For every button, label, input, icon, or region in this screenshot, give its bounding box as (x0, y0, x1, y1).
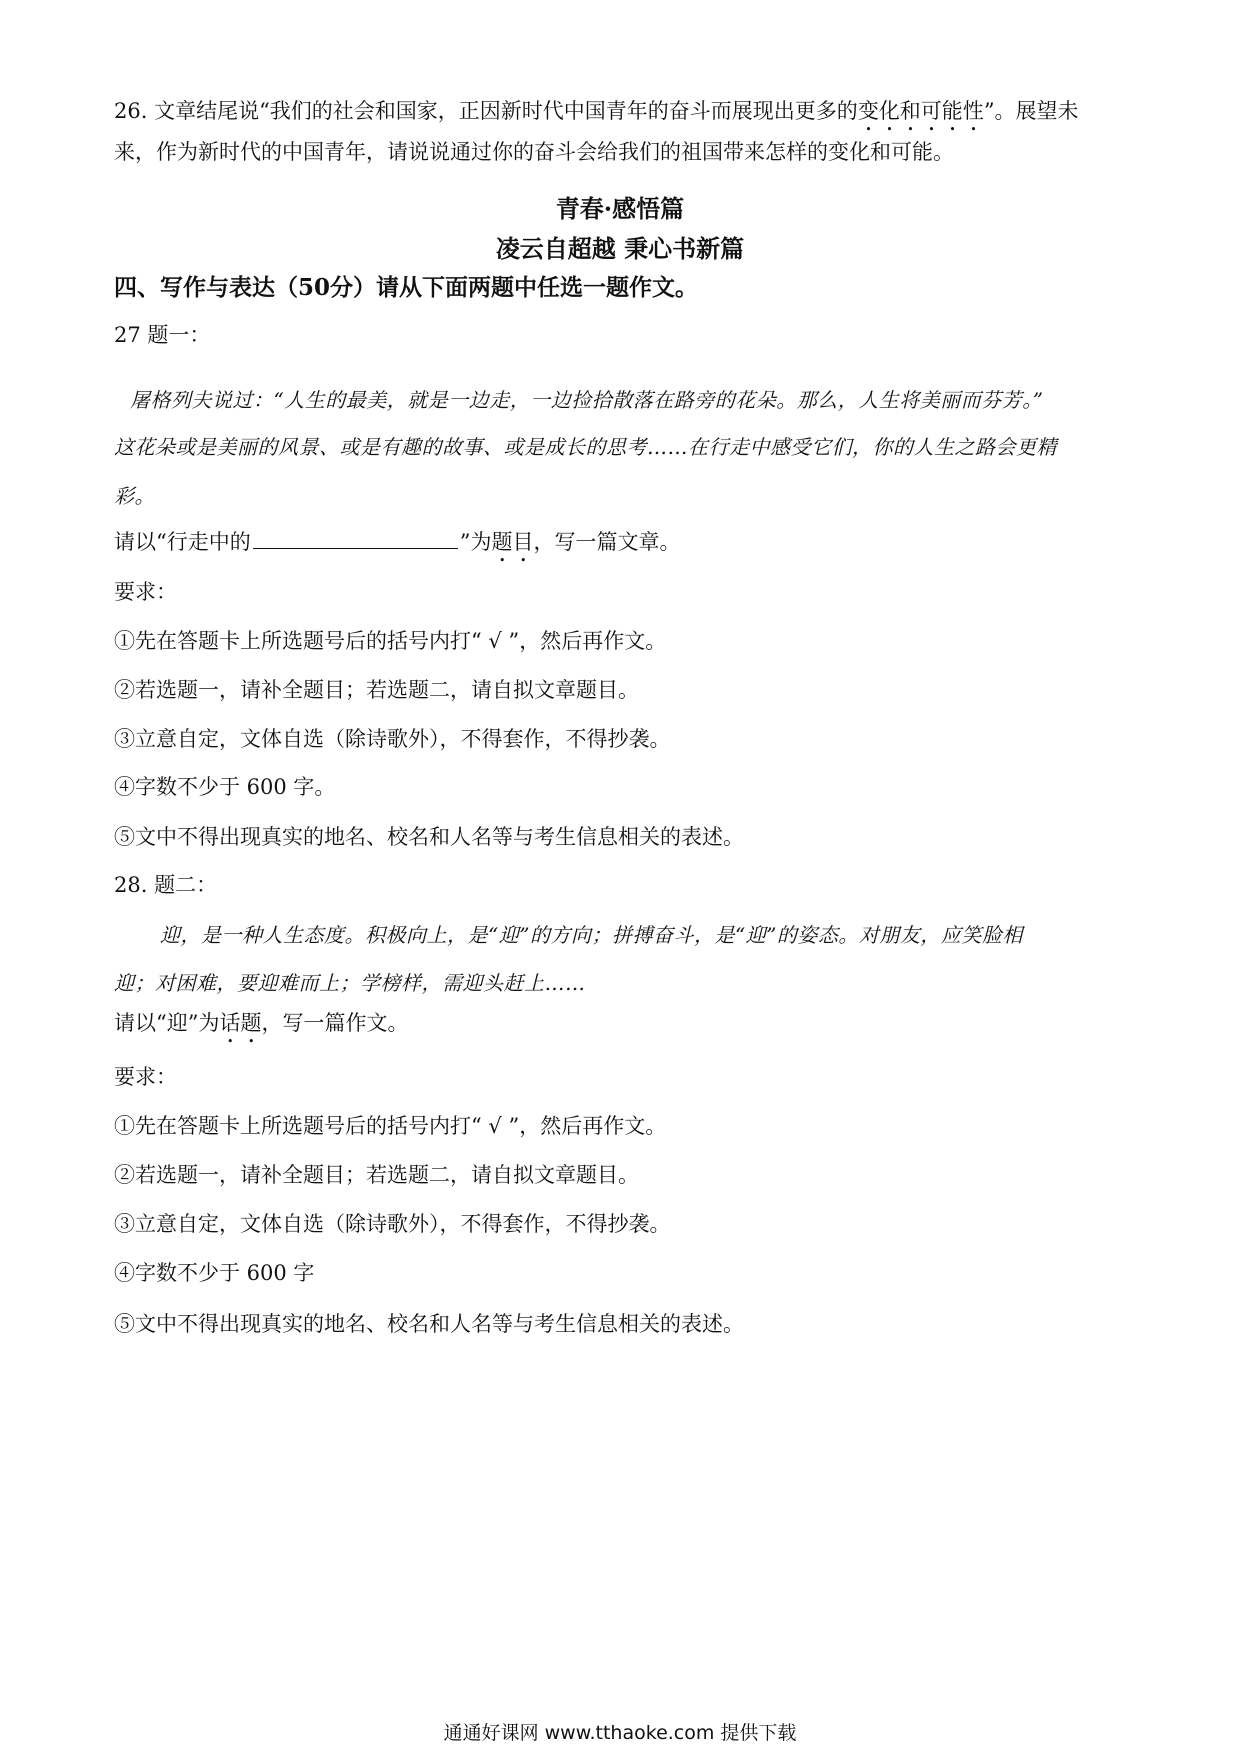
q27-requirement-2: ②若选题一，请补全题目；若选题二，请自拟文章题目。 (114, 678, 639, 702)
q28-prompt-post: ，写一篇作文。 (261, 1011, 409, 1035)
q26-line-1 (114, 96, 1134, 136)
q28-requirement-3: ③立意自定，文体自选（除诗歌外），不得套作，不得抄袭。 (114, 1212, 671, 1236)
q27-requirements-title: 要求： (114, 580, 177, 604)
q27-quote-line-1: 屠格列夫说过：“人生的最美，就是一边走，一边捡拾散落在路旁的花朵。那么，人生将美丽而芬芳。” (130, 388, 1044, 412)
q28-text-line-1: 迎，是一种人生态度。积极向上，是“迎”的方向；拼搏奋斗，是“迎”的姿态。对朋友，应笑脸相 (160, 923, 1023, 947)
page-footer: 通通好课网 www.tthaoke.com 提供下载 (443, 1722, 797, 1744)
q28-requirement-1: ①先在答题卡上所选题号后的括号内打“ √ ”，然后再作文。 (114, 1114, 667, 1138)
q27-requirement-4: ④字数不少于 600 字。 (114, 775, 336, 799)
q27-requirement-1: ①先在答题卡上所选题号后的括号内打“ √ ”，然后再作文。 (114, 629, 667, 653)
section-heading: 四、写作与表达（50分）请从下面两题中任选一题作文。 (114, 274, 699, 301)
q27-prompt-emphasis: 题目 (491, 530, 534, 554)
section-title-2: 凌云自超越 秉心书新篇 (495, 234, 745, 263)
q26-line-2: 来，作为新时代的中国青年，请说说通过你的奋斗会给我们的祖国带来怎样的变化和可能。 (114, 140, 954, 164)
title-blank-line (253, 526, 458, 549)
q28-label: 28. 题二： (114, 873, 218, 897)
q27-quote-line-2: 这花朵或是美丽的风景、或是有趣的故事、或是成长的思考……在行走中感受它们，你的人生之路会更精 (114, 435, 1057, 459)
q26-emphasis-text: 变化和可能性 (857, 99, 984, 123)
q28-requirement-5: ⑤文中不得出现真实的地名、校名和人名等与考生信息相关的表述。 (114, 1312, 744, 1336)
q27-prompt (114, 526, 1134, 567)
q28-requirements-title: 要求： (114, 1065, 177, 1089)
q26-text-post: ”。展望未 (983, 99, 1079, 123)
q28-prompt-pre: 请以“迎”为 (114, 1011, 220, 1035)
q26-text-pre: 26. 文章结尾说“我们的社会和国家，正因新时代中国青年的奋斗而展现出更多的 (114, 99, 858, 123)
q27-quote-line-3: 彩。 (114, 484, 155, 508)
q28-prompt-emphasis: 话题 (219, 1011, 262, 1035)
q28-prompt (114, 1008, 1134, 1048)
q27-prompt-pre: 请以“行走中的 (114, 530, 251, 554)
q28-requirement-2: ②若选题一，请补全题目；若选题二，请自拟文章题目。 (114, 1163, 639, 1187)
q27-label: 27 题一： (114, 323, 211, 347)
section-title-1: 青春·感悟篇 (555, 194, 685, 223)
q27-prompt-post: ，写一篇文章。 (533, 530, 681, 554)
q27-requirement-5: ⑤文中不得出现真实的地名、校名和人名等与考生信息相关的表述。 (114, 825, 744, 849)
q28-requirement-4: ④字数不少于 600 字 (114, 1261, 315, 1285)
q27-prompt-mid: ”为 (459, 530, 492, 554)
q28-text-line-2: 迎；对困难，要迎难而上；学榜样，需迎头赶上…… (114, 971, 586, 995)
q27-requirement-3: ③立意自定，文体自选（除诗歌外），不得套作，不得抄袭。 (114, 727, 671, 751)
